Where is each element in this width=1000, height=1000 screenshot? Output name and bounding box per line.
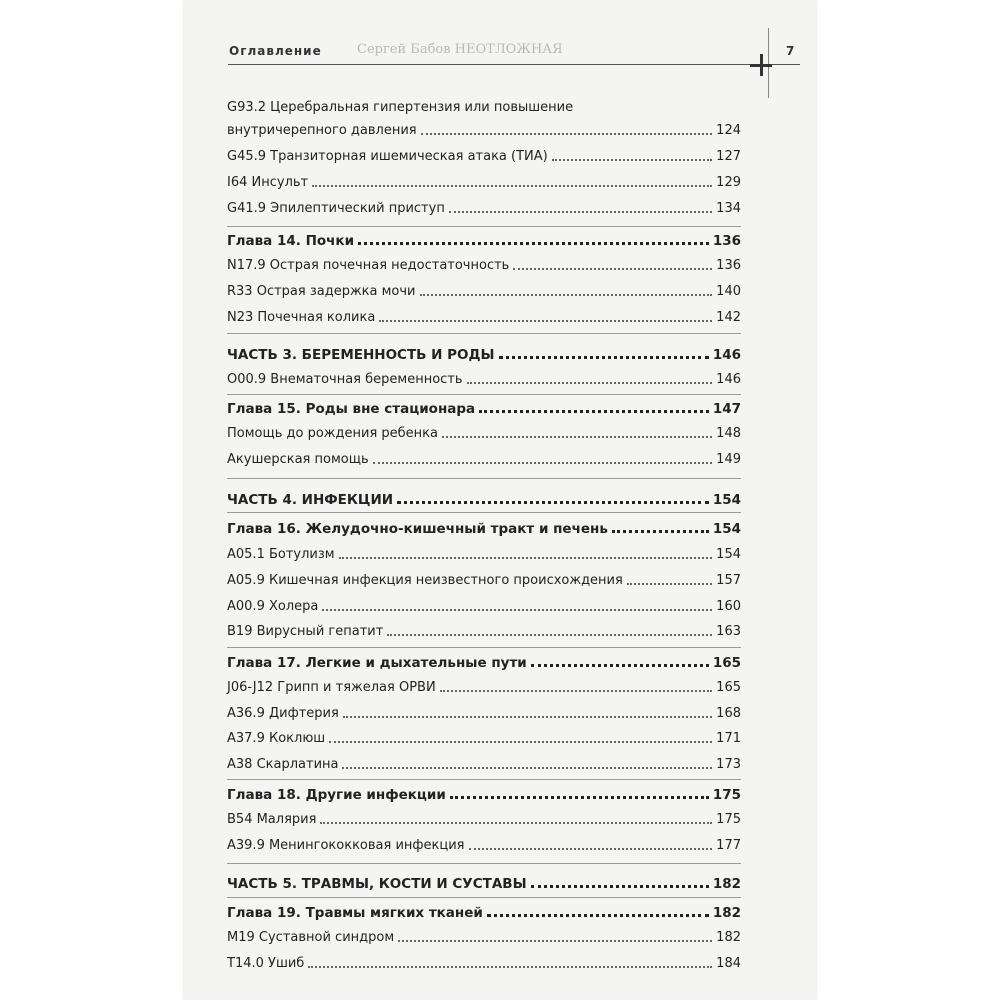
toc-entry[interactable] xyxy=(227,144,741,166)
toc-entry-page: 154 xyxy=(712,492,741,508)
toc-entry-page: 124 xyxy=(716,123,741,138)
toc-entry-title: B19 Вирусный гепатит xyxy=(227,624,384,639)
toc-entry-title: I64 Инсульт xyxy=(227,175,309,190)
section-divider xyxy=(227,647,741,648)
leader-dots xyxy=(329,741,712,743)
toc-entry-title: G93.2 Церебральная гипертензия или повышение xyxy=(227,100,574,115)
leader-dots xyxy=(322,609,712,611)
section-divider xyxy=(227,779,741,780)
leader-dots xyxy=(552,159,712,161)
toc-entry-title: A38 Скарлатина xyxy=(227,757,339,772)
leader-dots xyxy=(420,294,713,296)
toc-entry[interactable] xyxy=(227,833,741,855)
toc-entry[interactable] xyxy=(227,701,741,723)
toc-chapter-entry[interactable] xyxy=(227,782,741,804)
leader-dots xyxy=(312,185,712,187)
toc-entry-page: 182 xyxy=(712,905,741,921)
toc-entry[interactable] xyxy=(227,568,741,590)
toc-entry-page: 148 xyxy=(716,426,741,441)
toc-chapter-entry[interactable] xyxy=(227,228,741,250)
toc-entry-title: T14.0 Ушиб xyxy=(227,956,305,971)
toc-entry-title: A36.9 Дифтерия xyxy=(227,706,339,721)
toc-entry-title: O00.9 Внематочная беременность xyxy=(227,372,463,387)
leader-dots xyxy=(397,501,709,504)
toc-entry-page: 142 xyxy=(716,310,741,325)
leader-dots xyxy=(308,966,712,968)
toc-entry-title: B54 Малярия xyxy=(227,812,317,827)
toc-entry-title: A05.9 Кишечная инфекция неизвестного происхождения xyxy=(227,573,623,588)
toc-entry-page: 127 xyxy=(716,149,741,164)
toc-entry-title: Глава 15. Роды вне стационара xyxy=(227,401,476,417)
toc-entry-title: N23 Почечная колика xyxy=(227,310,376,325)
toc-entry-page: 184 xyxy=(716,956,741,971)
leader-dots xyxy=(612,530,709,533)
leader-dots xyxy=(627,583,712,585)
toc-entry-page: 140 xyxy=(716,284,741,299)
toc-entry-title: Глава 17. Легкие и дыхательные пути xyxy=(227,655,527,671)
toc-chapter-entry[interactable] xyxy=(227,650,741,672)
section-divider xyxy=(227,394,741,395)
toc-entry-page: 163 xyxy=(716,624,741,639)
toc-entry-title: R33 Острая задержка мочи xyxy=(227,284,416,299)
page-number: 7 xyxy=(786,44,795,58)
toc-entry-title: Глава 18. Другие инфекции xyxy=(227,787,446,803)
toc-entry-page: 182 xyxy=(712,876,741,892)
toc-entry-page: 136 xyxy=(712,233,741,249)
toc-entry-title: Акушерская помощь xyxy=(227,452,369,467)
toc-entry-title: A37.9 Коклюш xyxy=(227,731,326,746)
toc-entry-page: 149 xyxy=(716,452,741,467)
toc-entry-title: A00.9 Холера xyxy=(227,599,319,614)
toc-entry[interactable] xyxy=(227,726,741,748)
show-through-text: Сергей Бабов НЕОТЛОЖНАЯ xyxy=(357,42,563,57)
toc-entry-title: внутричерепного давления xyxy=(227,123,417,138)
toc-entry-page: 175 xyxy=(716,812,741,827)
toc-entry[interactable] xyxy=(227,305,741,327)
toc-entry[interactable] xyxy=(227,951,741,973)
leader-dots xyxy=(358,242,709,245)
toc-entry-page: 175 xyxy=(712,787,741,803)
leader-dots xyxy=(398,940,712,942)
section-divider xyxy=(227,478,741,479)
leader-dots xyxy=(343,716,712,718)
leader-dots xyxy=(342,767,712,769)
toc-entry[interactable] xyxy=(227,542,741,564)
toc-entry[interactable] xyxy=(227,367,741,389)
toc-entry-page: 154 xyxy=(716,547,741,562)
toc-entry-page: 177 xyxy=(716,838,741,853)
toc-part-entry[interactable] xyxy=(227,871,741,893)
leader-dots xyxy=(531,885,709,888)
toc-entry[interactable] xyxy=(227,925,741,947)
toc-entry-page: 146 xyxy=(712,347,741,363)
section-divider xyxy=(227,333,741,334)
toc-entry-page: 136 xyxy=(716,258,741,273)
leader-dots xyxy=(449,211,712,213)
leader-dots xyxy=(467,382,713,384)
toc-entry-page: 160 xyxy=(716,599,741,614)
leader-dots xyxy=(320,822,712,824)
leader-dots xyxy=(450,796,709,799)
toc-entry-page: 165 xyxy=(716,680,741,695)
leader-dots xyxy=(440,690,712,692)
toc-part-entry[interactable] xyxy=(227,342,741,364)
leader-dots xyxy=(513,268,712,270)
toc-part-entry[interactable] xyxy=(227,487,741,509)
toc-entry-title: ЧАСТЬ 4. ИНФЕКЦИИ xyxy=(227,492,394,508)
leader-dots xyxy=(499,356,709,359)
toc-entry-title: M19 Суставной синдром xyxy=(227,930,395,945)
toc-entry-page: 168 xyxy=(716,706,741,721)
toc-entry-title: G41.9 Эпилептический приступ xyxy=(227,201,445,216)
toc-entry-title: G45.9 Транзиторная ишемическая атака (ТИА) xyxy=(227,149,548,164)
toc-entry-page: 147 xyxy=(712,401,741,417)
leader-dots xyxy=(487,914,709,917)
toc-entry[interactable] xyxy=(227,594,741,616)
toc-entry-title: ЧАСТЬ 3. БЕРЕМЕННОСТЬ И РОДЫ xyxy=(227,347,495,363)
leader-dots xyxy=(479,410,709,413)
leader-dots xyxy=(373,462,713,464)
book-page xyxy=(184,0,816,1000)
toc-chapter-entry[interactable] xyxy=(227,516,741,538)
leader-dots xyxy=(531,664,709,667)
toc-entry-title: A05.1 Ботулизм xyxy=(227,547,335,562)
section-divider xyxy=(227,863,741,864)
toc-entry[interactable] xyxy=(227,279,741,301)
toc-entry-title: Помощь до рождения ребенка xyxy=(227,426,438,441)
toc-entry-title: Глава 14. Почки xyxy=(227,233,355,249)
leader-dots xyxy=(379,320,712,322)
toc-entry[interactable] xyxy=(227,807,741,829)
toc-entry-page: 134 xyxy=(716,201,741,216)
toc-entry[interactable] xyxy=(227,447,741,469)
toc-entry-title: N17.9 Острая почечная недостаточность xyxy=(227,258,510,273)
toc-entry[interactable] xyxy=(227,253,741,275)
toc-entry-title: Глава 19. Травмы мягких тканей xyxy=(227,905,483,921)
toc-chapter-entry[interactable] xyxy=(227,900,741,922)
toc-entry[interactable] xyxy=(227,675,741,697)
leader-dots xyxy=(387,634,712,636)
leader-dots xyxy=(469,848,713,850)
section-divider xyxy=(227,512,741,513)
section-divider xyxy=(227,226,741,227)
toc-entry-title: Глава 16. Желудочно-кишечный тракт и печень xyxy=(227,521,608,537)
toc-entry-title: J06-J12 Грипп и тяжелая ОРВИ xyxy=(227,680,436,695)
toc-entry-page: 171 xyxy=(716,731,741,746)
toc-entry-page: 173 xyxy=(716,757,741,772)
toc-entry[interactable] xyxy=(227,752,741,774)
toc-entry-page: 165 xyxy=(712,655,741,671)
toc-entry-title: A39.9 Менингококковая инфекция xyxy=(227,838,465,853)
leader-dots xyxy=(339,557,713,559)
toc-entry[interactable] xyxy=(227,118,741,140)
section-divider xyxy=(227,897,741,898)
toc-entry-page: 157 xyxy=(716,573,741,588)
section-title: Оглавление xyxy=(229,44,322,58)
toc-entry-title: ЧАСТЬ 5. ТРАВМЫ, КОСТИ И СУСТАВЫ xyxy=(227,876,527,892)
toc-entry[interactable] xyxy=(227,421,741,443)
toc-entry[interactable] xyxy=(227,196,741,218)
leader-dots xyxy=(442,436,712,438)
table-of-contents xyxy=(184,0,816,1000)
toc-entry-page: 129 xyxy=(716,175,741,190)
leader-dots xyxy=(421,133,713,135)
toc-chapter-entry[interactable] xyxy=(227,396,741,418)
toc-entry-page: 182 xyxy=(716,930,741,945)
toc-entry-page: 154 xyxy=(712,521,741,537)
toc-entry-page: 146 xyxy=(716,372,741,387)
toc-entry[interactable] xyxy=(227,170,741,192)
toc-entry[interactable] xyxy=(227,619,741,641)
